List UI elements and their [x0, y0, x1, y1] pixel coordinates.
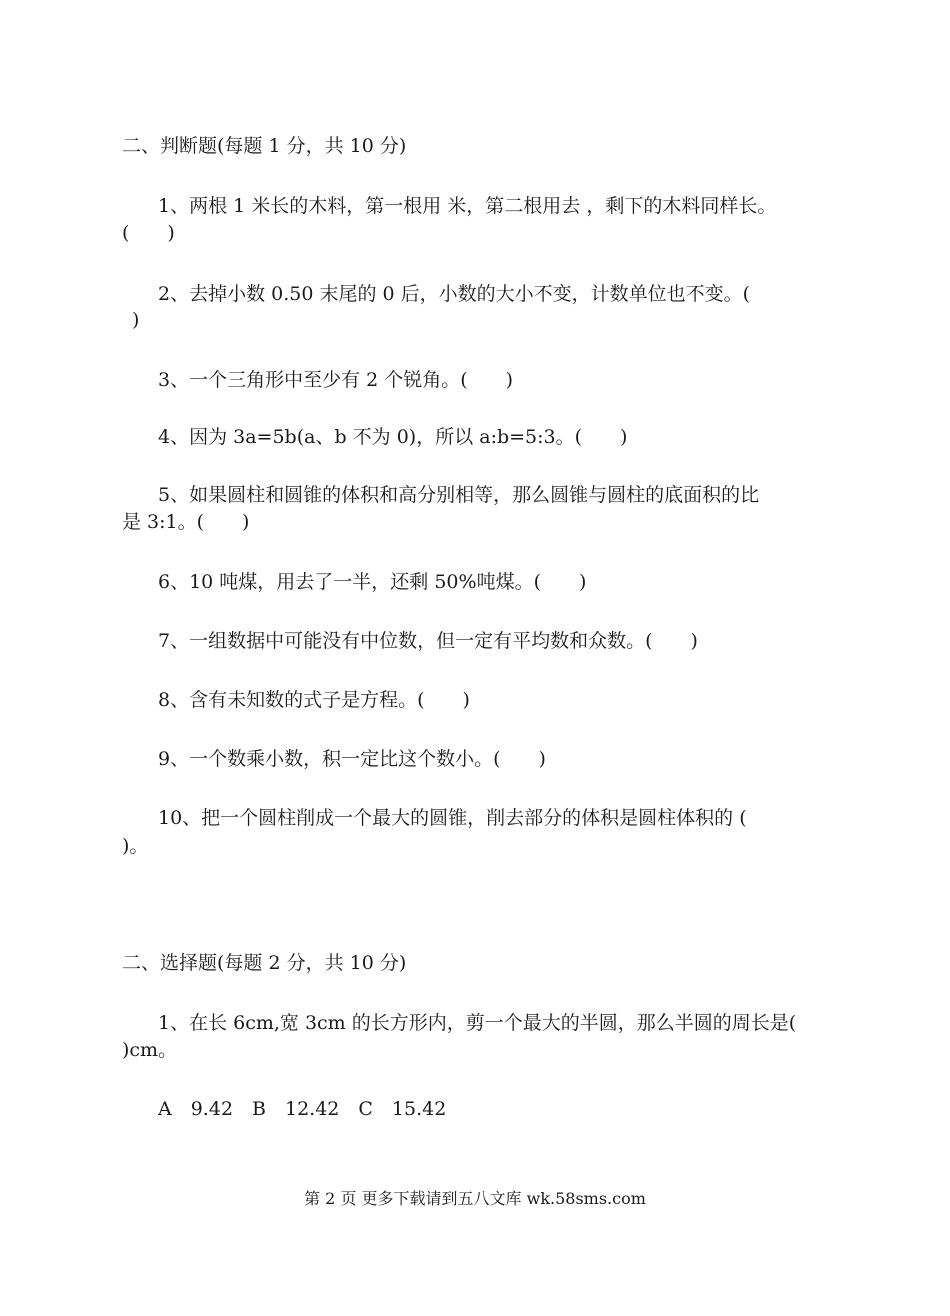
section-judge-heading: 二、判断题(每题 1 分，共 10 分): [122, 135, 407, 157]
judge-item-2-line2: ): [132, 309, 140, 331]
judge-item-5-line1: 5、如果圆柱和圆锥的体积和高分别相等，那么圆锥与圆柱的底面积的比: [158, 484, 760, 506]
judge-item-7: 7、一组数据中可能没有中位数，但一定有平均数和众数。( ): [158, 630, 698, 652]
judge-item-3: 3、一个三角形中至少有 2 个锐角。( ): [158, 369, 514, 391]
choice-item-1-options: A 9.42 B 12.42 C 15.42: [158, 1098, 447, 1120]
judge-item-5-line2: 是 3:1。( ): [122, 511, 250, 533]
judge-item-10-line1: 10、把一个圆柱削成一个最大的圆锥，削去部分的体积是圆柱体积的 (: [158, 807, 747, 829]
judge-item-1-line2: ( ): [122, 222, 175, 244]
judge-item-9: 9、一个数乘小数，积一定比这个数小。( ): [158, 748, 546, 770]
judge-item-8: 8、含有未知数的式子是方程。( ): [158, 689, 470, 711]
page-footer: 第 2 页 更多下载请到五八文库 wk.58sms.com: [304, 1189, 646, 1208]
section-choice-heading: 二、选择题(每题 2 分，共 10 分): [122, 952, 407, 974]
choice-item-1-line1: 1、在长 6cm,宽 3cm 的长方形内，剪一个最大的半圆，那么半圆的周长是(: [158, 1012, 797, 1034]
judge-item-10-line2: )。: [122, 835, 149, 857]
judge-item-2-line1: 2、去掉小数 0.50 末尾的 0 后，小数的大小不变，计数单位也不变。(: [158, 283, 751, 305]
choice-item-1-line2: )cm。: [122, 1039, 178, 1061]
judge-item-4: 4、因为 3a=5b(a、b 不为 0)，所以 a:b=5:3。( ): [158, 426, 628, 448]
judge-item-6: 6、10 吨煤，用去了一半，还剩 50%吨煤。( ): [158, 571, 587, 593]
judge-item-1-line1: 1、两根 1 米长的木料，第一根用 米，第二根用去 ，剩下的木料同样长。: [158, 195, 777, 217]
